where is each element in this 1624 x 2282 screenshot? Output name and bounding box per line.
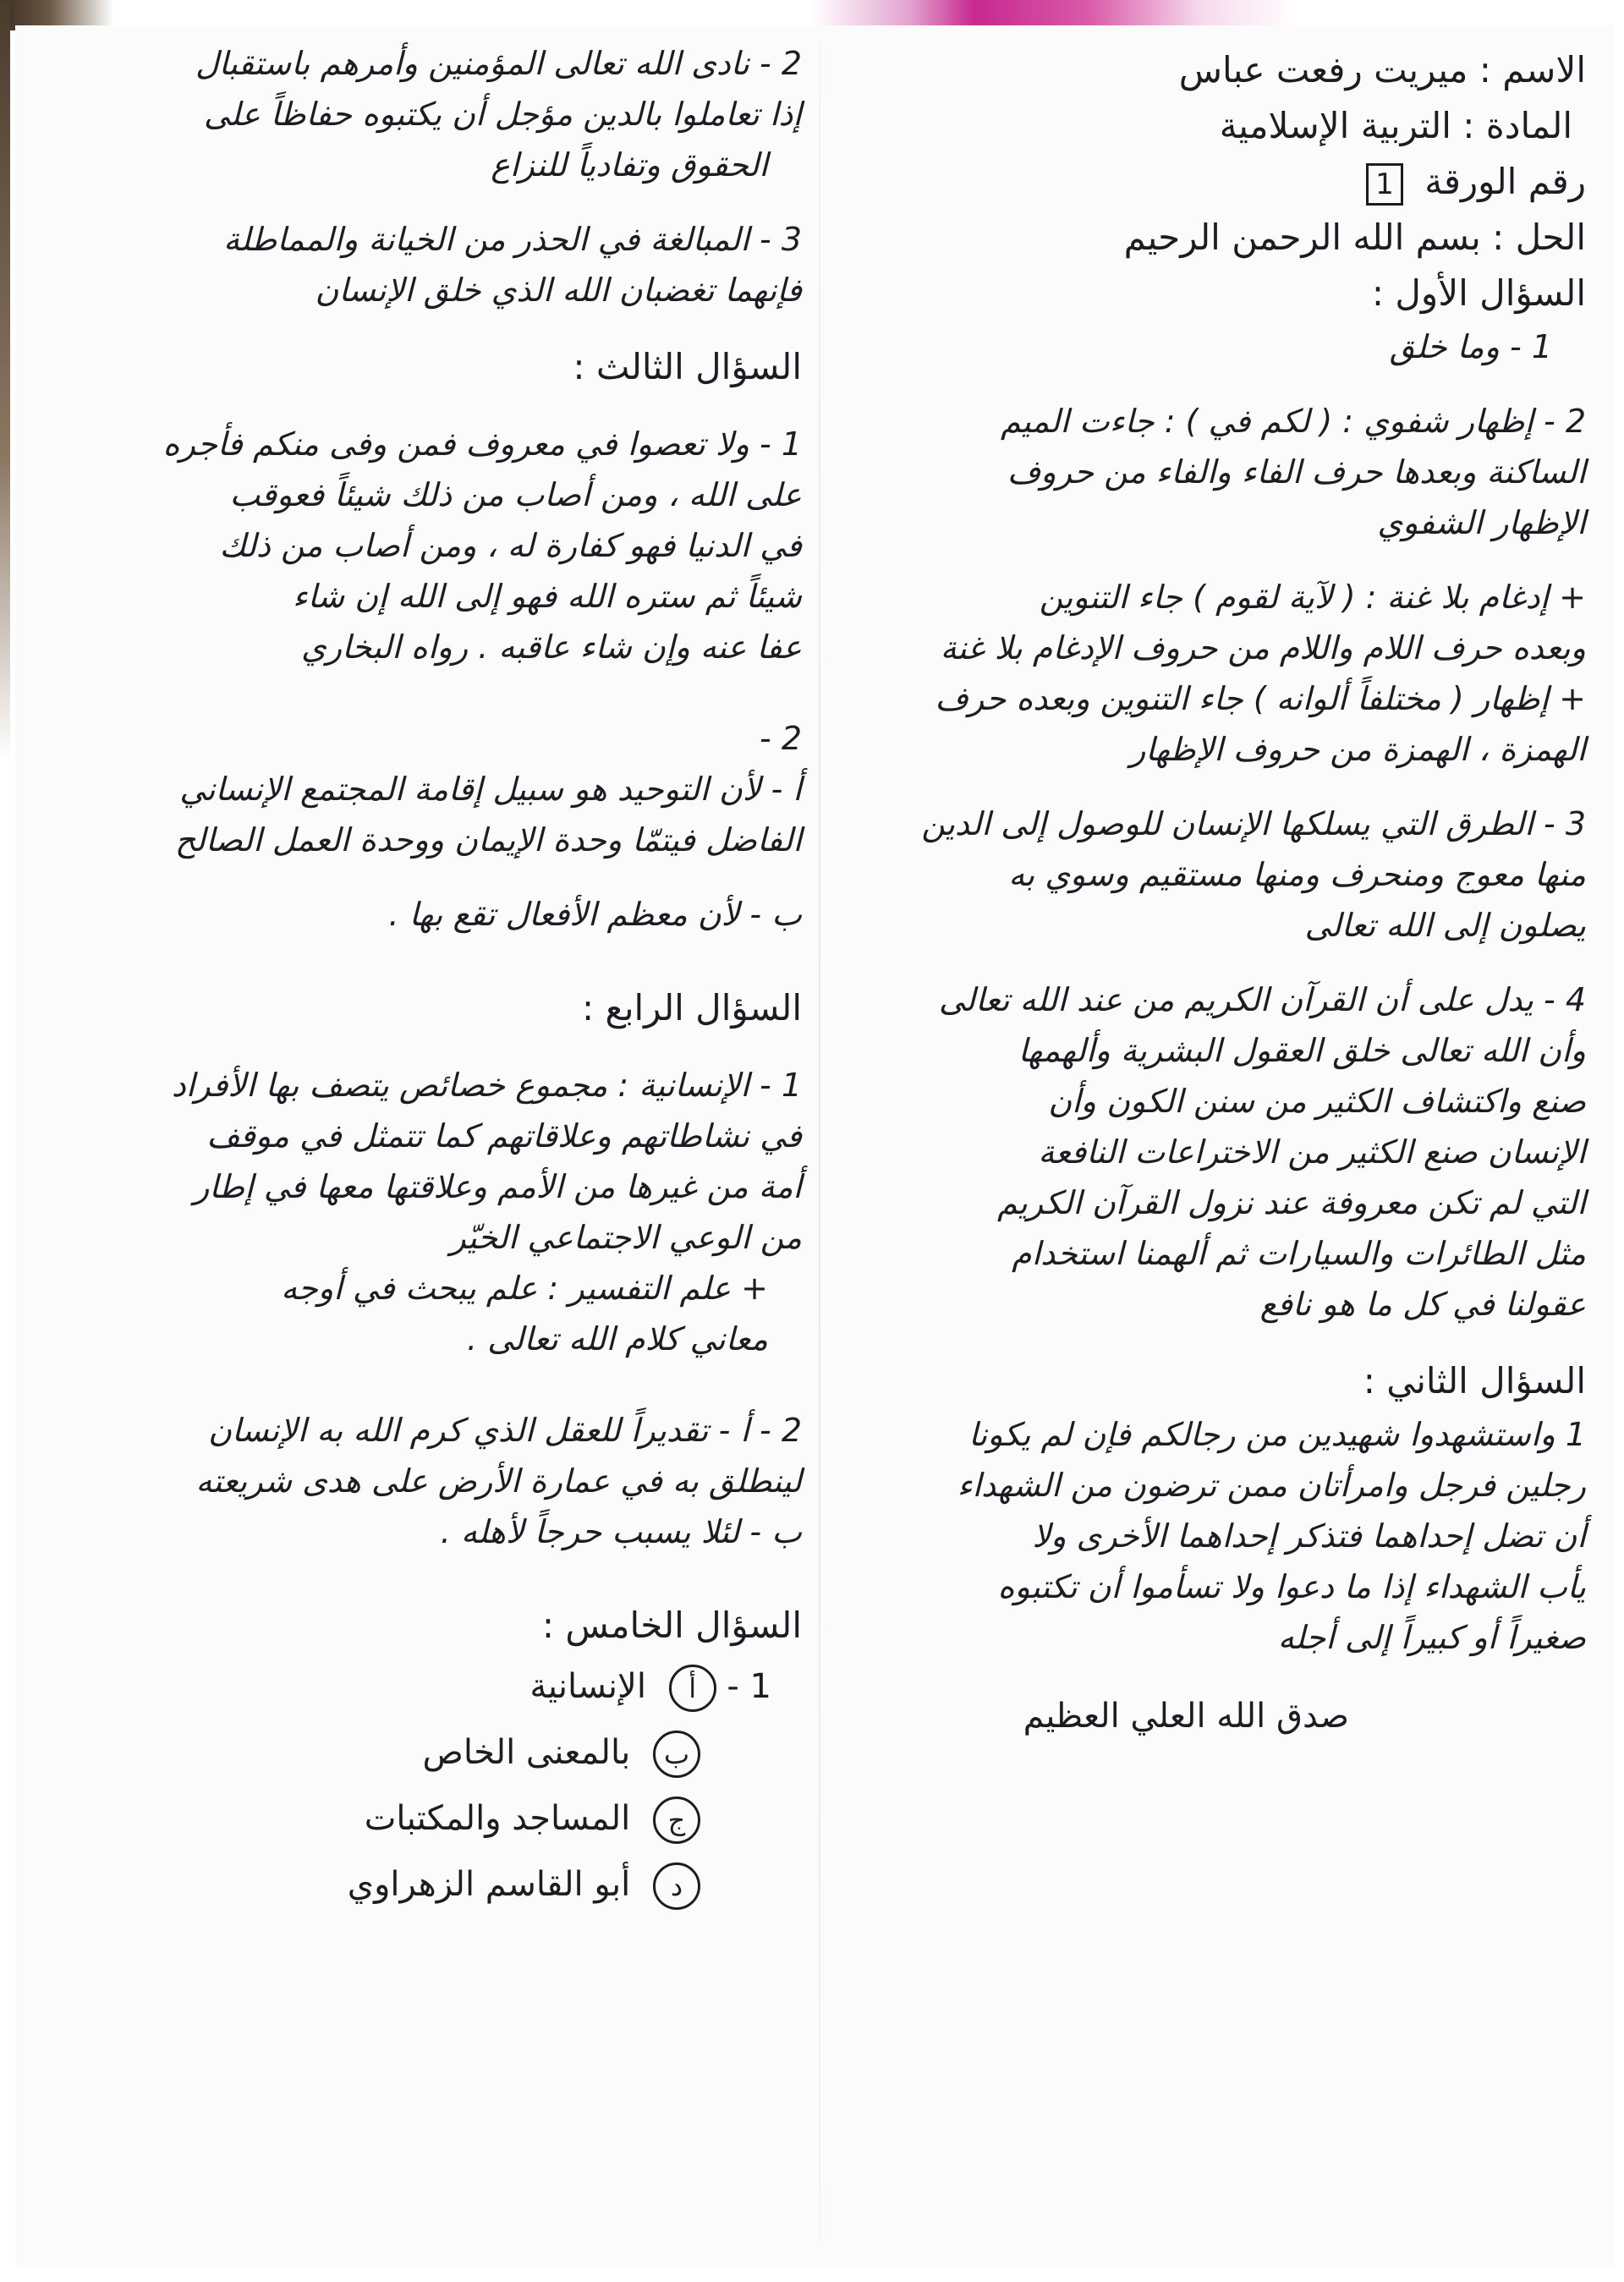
choice-letter: ب	[653, 1731, 700, 1778]
answer-line: صغيراً أو كبيراً إلى أجله	[1277, 1619, 1586, 1656]
choice-answer: أبو القاسم الزهراوي	[347, 1865, 631, 1904]
answer-line: الإنسان صنع الكثير من الاختراعات النافعة	[1038, 1133, 1586, 1171]
answer-line: لينطلق به في عمارة الأرض على هدى شريعته	[195, 1462, 802, 1500]
answer-line: 3 - الطرق التي يسلكها الإنسان للوصول إلى الدين	[921, 805, 1586, 842]
sheet-number-row	[836, 154, 1586, 210]
answer-line: 2 - نادى الله تعالى المؤمنين وأمرهم باستقبال	[195, 45, 802, 82]
answer-line: شيئاً ثم ستره الله فهو إلى الله إن شاء	[292, 578, 802, 615]
answer-line: منها معوج ومنحرف ومنها مستقيم وسوي به	[1008, 856, 1586, 893]
answer-line: على الله ، ومن أصاب من ذلك شيئاً فعوقب	[229, 476, 802, 513]
choice-answer: بالمعنى الخاص	[422, 1733, 631, 1772]
answer-line: 2 - أ - تقديراً للعقل الذي كرم الله به الإنسان	[208, 1412, 802, 1449]
answer-line: عقولنا في كل ما هو نافع	[1259, 1286, 1586, 1323]
answer-line: صنع واكتشاف الكثير من سنن الكون وأن	[1048, 1083, 1586, 1120]
column-divider	[819, 42, 820, 2241]
answer-line: في نشاطاتهم وعلاقاتهم كما تتمثل في موقف	[206, 1117, 802, 1155]
answer-line: يصلون إلى الله تعالى	[1304, 907, 1586, 944]
answer-sheet	[15, 25, 1614, 2267]
answer-line: في الدنيا فهو كفارة له ، ومن أصاب من ذلك	[219, 527, 802, 564]
right-column	[827, 25, 1610, 2267]
answer-line: الهمزة ، الهمزة من حروف الإظهار	[1129, 731, 1586, 768]
answer-line: مثل الطائرات والسيارات ثم ألهمنا استخدام	[1012, 1235, 1586, 1272]
answer-line: + إظهار ( مختلفاً ألوانه ) جاء التنوين وبعده حرف	[935, 680, 1586, 717]
closing-phrase: صدق الله العلي العظيم	[1023, 1697, 1349, 1736]
answer-line: وأن الله تعالى خلق العقول البشرية وألهمها	[1018, 1032, 1586, 1069]
photo-left-edge	[0, 0, 10, 761]
answer-line: أ - لأن التوحيد هو سبيل إقامة المجتمع الإنساني	[179, 771, 802, 808]
choice-letter: ج	[653, 1797, 700, 1844]
answer-line: إذا تعاملوا بالدين مؤجل أن يكتبوه حفاظاً على	[203, 96, 802, 133]
answer-line: 2 - إظهار شفوي : ( لكم في ) : جاءت الميم	[1001, 403, 1586, 440]
answer-line: 1 واستشهدوا شهيدين من رجالكم فإن لم يكونا	[968, 1416, 1586, 1453]
solution-basmala: الحل : بسم الله الرحمن الرحيم	[1123, 217, 1586, 258]
answer-line: + علم التفسير : علم يبحث في أوجه	[281, 1270, 768, 1307]
answer-line: الإظهار الشفوي	[1377, 504, 1586, 541]
choice-letter: د	[653, 1862, 700, 1910]
q2-title: السؤال الثاني :	[1363, 1360, 1586, 1402]
answer-line: أن تضل إحداهما فتذكر إحداهما الأخرى ولا	[1032, 1517, 1586, 1555]
answer-line: الساكنة وبعدها حرف الفاء والفاء من حروف	[1007, 453, 1586, 491]
q5-choice-d	[30, 1851, 802, 1917]
left-column	[15, 25, 817, 2267]
answer-line: وبعده حرف اللام واللام من حروف الإدغام بلا غنة	[940, 629, 1586, 666]
answer-line: يأب الشهداء إذا ما دعوا ولا تسأموا أن تكتبوه	[997, 1568, 1586, 1605]
subject: المادة : التربية الإسلامية	[1219, 105, 1572, 146]
answer-line: 1 - الإنسانية : مجموع خصائص يتصف بها الأفراد	[171, 1067, 802, 1104]
answer-line: 4 - يدل على أن القرآن الكريم من عند الله تعالى	[938, 981, 1586, 1018]
answer-line: أمة من غيرها من الأمم وعلاقتها معها في إطار	[193, 1168, 802, 1205]
q5-prefix: 1 -	[727, 1667, 771, 1706]
choice-answer: الإنسانية	[529, 1667, 646, 1706]
q5-choice-a	[30, 1654, 802, 1720]
answer-line: 3 - المبالغة في الحذر من الخيانة والمماطلة	[223, 221, 802, 258]
answer-line: فإنهما تغضبان الله الذي خلق الإنسان	[315, 272, 802, 309]
answer-line: من الوعي الاجتماعي الخيّر	[450, 1219, 802, 1256]
q1-title: السؤال الأول :	[1371, 272, 1586, 314]
sheet-number-label: رقم الورقة	[1424, 161, 1586, 202]
answer-line: عفا عنه وإن شاء عاقبه . رواه البخاري	[301, 628, 802, 666]
answer-line: 2 -	[760, 720, 802, 757]
answer-line: 1 - وما خلق	[1389, 328, 1552, 365]
choice-letter: أ	[669, 1665, 716, 1712]
answer-line: معاني كلام الله تعالى .	[466, 1320, 768, 1358]
answer-line: 1 - ولا تعصوا في معروف فمن وفى منكم فأجره	[162, 425, 802, 463]
q3-title: السؤال الثالث :	[573, 346, 802, 387]
student-name: الاسم : ميريت رفعت عباس	[1178, 49, 1586, 91]
q5-choice-c	[30, 1786, 802, 1851]
q5-choice-b	[30, 1720, 802, 1786]
answer-line: ب - لئلا يسبب حرجاً لأهله .	[440, 1513, 802, 1550]
sheet-number-box: 1	[1366, 163, 1403, 206]
q4-title: السؤال الرابع :	[581, 987, 802, 1029]
answer-line: رجلين فرجل وامرأتان ممن ترضون من الشهداء	[957, 1467, 1586, 1504]
answer-line: الحقوق وتفادياً للنزاع	[491, 146, 768, 184]
choice-answer: المساجد والمكتبات	[364, 1799, 631, 1838]
answer-line: ب - لأن معظم الأفعال تقع بها .	[388, 896, 802, 933]
answer-line: الفاضل فيتمّا وحدة الإيمان ووحدة العمل الصالح	[174, 821, 802, 858]
q5-title: السؤال الخامس :	[541, 1605, 802, 1646]
answer-line: التي لم تكن معروفة عند نزول القرآن الكريم	[996, 1184, 1586, 1221]
answer-line: + إدغام بلا غنة : ( لآية لقوم ) جاء التنوين	[1039, 579, 1586, 616]
